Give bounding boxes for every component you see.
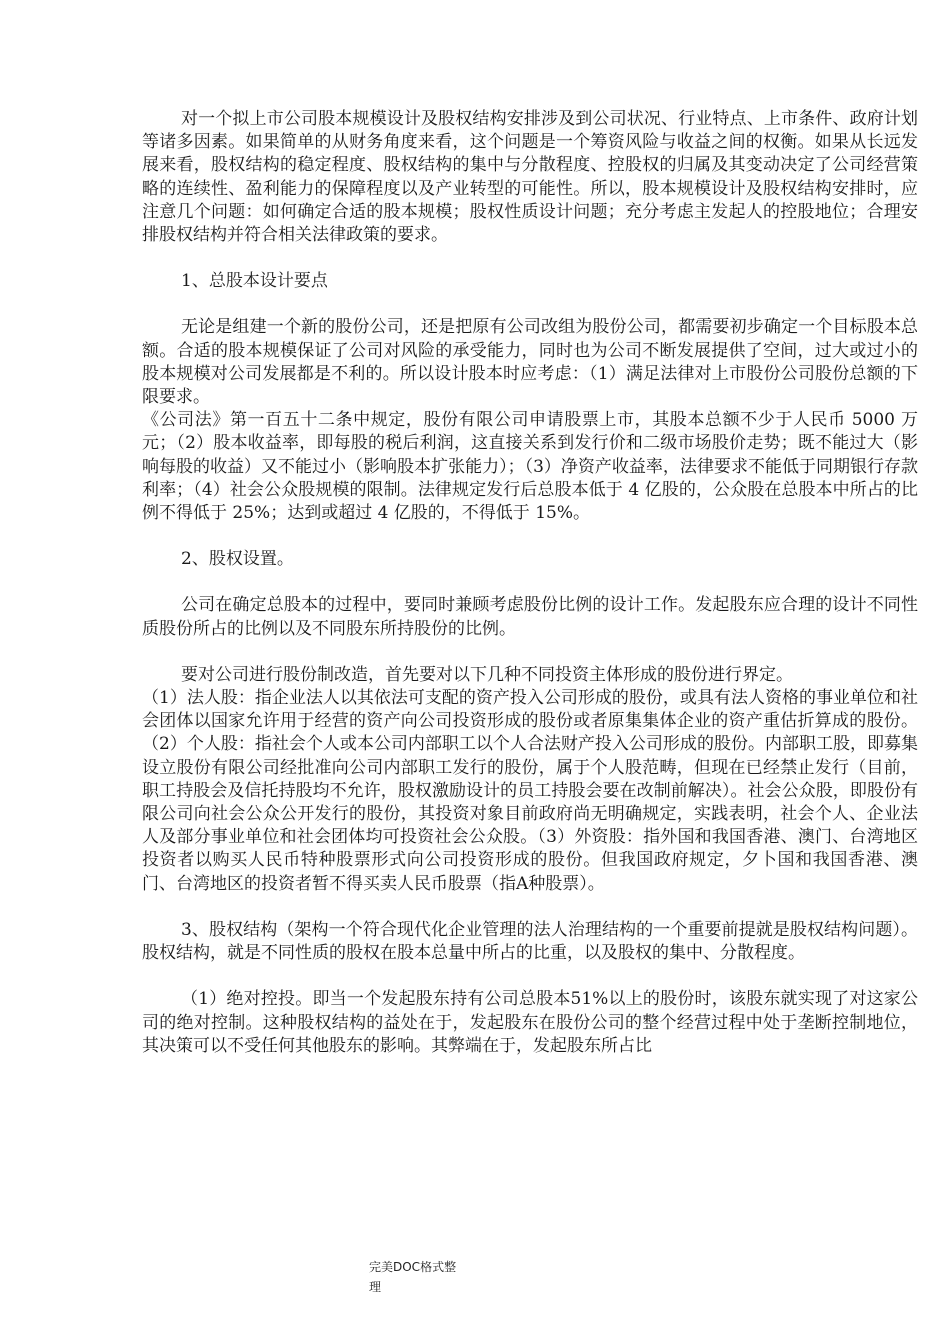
section-1-heading: 1、总股本设计要点 xyxy=(181,271,328,292)
intro-paragraph: 对一个拟上市公司股本规模设计及股权结构安排涉及到公司状况、行业特点、上市条件、政府计划等诸多因素。如果简单的从财务角度来看，这个问题是一个筹资风险与收益之间的权衡。如果从长远发展来看，股权结构的稳定程度、股权结构的集中与分散程度、控股权的归属及其变动决定了公司经营策略的连续性、盈利能力的保障程度以及产业转型的可能性。所以，股本规模设计及股权结构安排时，应注意几个问题：如何确定合适的股本规模；股权性质设计问题；充分考虑主发起人的控股地位；合理安排股权结构并符合相关法律政策的要求。 xyxy=(142,109,918,246)
section-2-paragraph-2-lead: 要对公司进行股份制改造，首先要对以下几种不同投资主体形成的股份进行界定。 xyxy=(181,664,793,685)
footer-line-1: 完美DOC格式整 xyxy=(369,1260,457,1274)
footer-line-2: 理 xyxy=(369,1280,382,1294)
section-3-paragraph-2: （1）绝对控投。即当一个发起股东持有公司总股本51%以上的股份时，该股东就实现了对这家公司的绝对控制。这种股权结构的益处在于，发起股东在股份公司的整个经营过程中处于垄断控制地位，其决策可以不受任何其他股东的影响。其弊端在于，发起股东所占比 xyxy=(142,989,918,1056)
section-2-paragraph-2-body: （1）法人股：指企业法人以其依法可支配的资产投入公司形成的股份，或具有法人资格的事业单位和社会团体以国家允许用于经营的资产向公司投资形成的股份或者原集集体企业的资产重估折算成的股份。（2）个人股：指社会个人或本公司内部职工以个人合法财产投入公司形成的股份。内部职工股，即募集设立股份有限公司经批准向公司内部职工发行的股份，属于个人股范畴，但现在已经禁止发行（目前，职工持股会及信托持股均不允许，股权激励设计的员工持股会要在改制前解决）。社会公众股，即股份有限公司向社会公众公开发行的股份，其投资对象目前政府尚无明确规定，实践表明，社会个人、企业法人及部分事业单位和社会团体均可投资社会公众股。（3）外资股：指外国和我国香港、澳门、台湾地区投资者以购买人民币特种股票形式向公司投资形成的股份。但我国政府规定，夕卜国和我国香港、澳门、台湾地区的投资者暂不得买卖人民币股票（指A种股票）。 xyxy=(142,688,918,894)
page-footer xyxy=(369,1257,489,1297)
section-2-heading: 2、股权设置。 xyxy=(181,549,294,570)
document-body xyxy=(142,108,918,1058)
section-1-paragraph-2: 《公司法》第一百五十二条中规定，股份有限公司申请股票上市，其股本总额不少于人民币 5000 万元；（2）股本收益率，即每股的税后利润，这直接关系到发行价和二级市场股价走势；既不能过大（影响每股的收益）又不能过小（影响股本扩张能力）；（3）净资产收益率，法律要求不能低于同期银行存款利率；（4）社会公众股规模的限制。法律规定发行后总股本低于 4 亿股的，公众股在总股本中所占的比例不得低于 25%；达到或超过 4 亿股的，不得低于 15%。 xyxy=(142,410,918,524)
section-3-paragraph-1: 3、股权结构（架构一个符合现代化企业管理的法人治理结构的一个重要前提就是股权结构问题）。股权结构，就是不同性质的股权在股本总量中所占的比重，以及股权的集中、分散程度。 xyxy=(142,919,918,964)
section-2-paragraph-1: 公司在确定总股本的过程中，要同时兼顾考虑股份比例的设计工作。发起股东应合理的设计不同性质股份所占的比例以及不同股东所持股份的比例。 xyxy=(142,595,918,639)
section-1-paragraph-1: 无论是组建一个新的股份公司，还是把原有公司改组为股份公司，都需要初步确定一个目标股本总额。合适的股本规模保证了公司对风险的承受能力，同时也为公司不断发展提供了空间，过大或过小的股本规模对公司发展都是不利的。所以设计股本时应考虑：（1）满足法律对上市股份公司股份总额的下限要求。 xyxy=(142,317,918,408)
